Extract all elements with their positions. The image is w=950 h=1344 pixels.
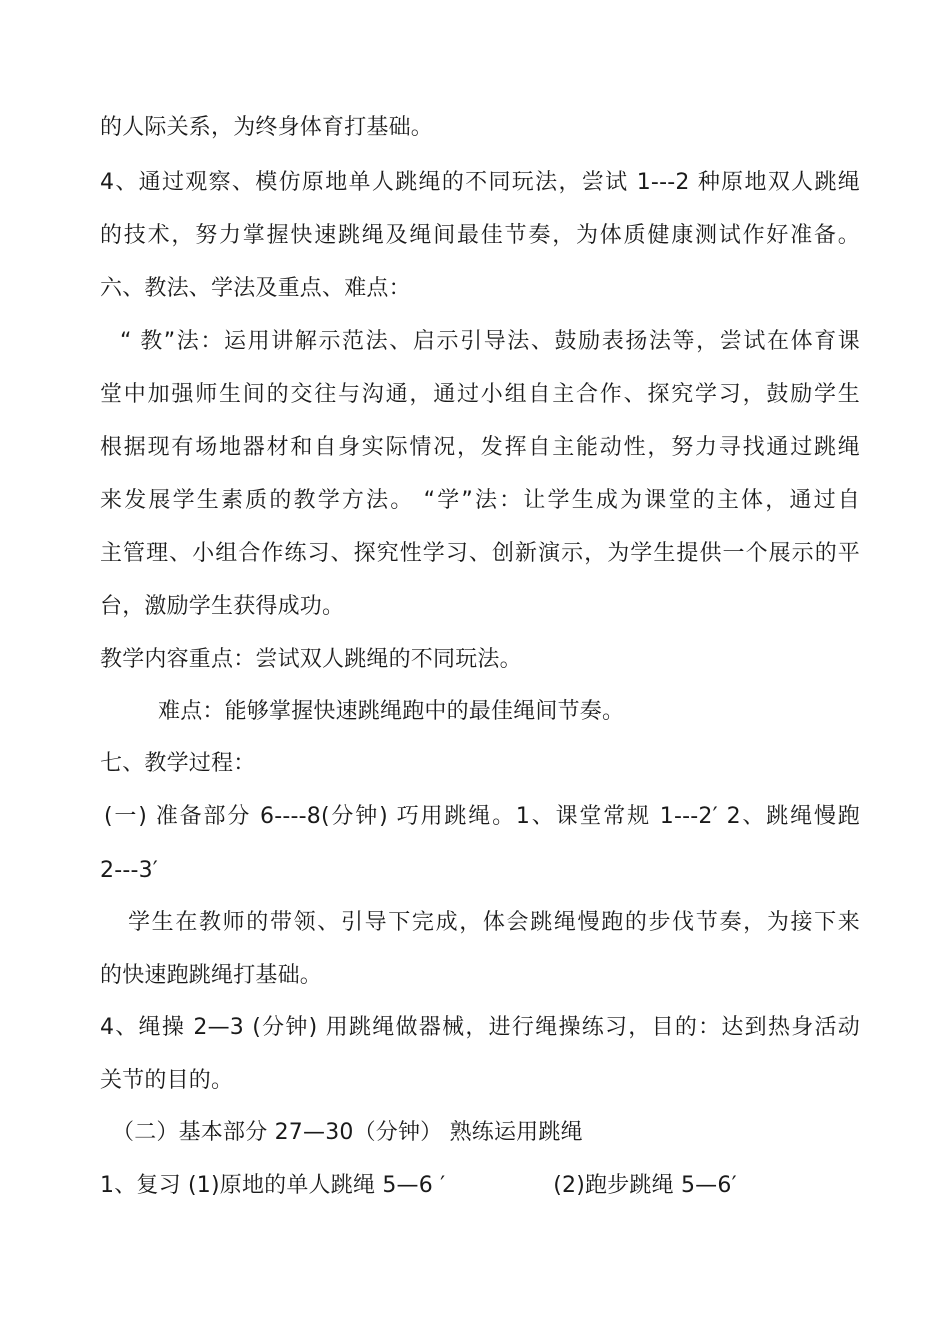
paragraph-line: 根据现有场地器材和自身实际情况，发挥自主能动性，努力寻找通过跳绳 bbox=[100, 435, 860, 460]
section-heading: （二）基本部分 27—30（分钟） 熟练运用跳绳 bbox=[112, 1120, 583, 1145]
paragraph-line: 4、绳操 2—3 (分钟) 用跳绳做器械，进行绳操练习，目的：达到热身活动 bbox=[100, 1015, 860, 1040]
paragraph-line: “ 教”法：运用讲解示范法、启示引导法、鼓励表扬法等，尝试在体育课 bbox=[120, 329, 860, 354]
paragraph-line: 难点：能够掌握快速跳绳跑中的最佳绳间节奏。 bbox=[158, 699, 625, 724]
paragraph-line: 学生在教师的带领、引导下完成，体会跳绳慢跑的步伐节奏，为接下来 bbox=[128, 910, 860, 935]
paragraph-line: 主管理、小组合作练习、探究性学习、创新演示，为学生提供一个展示的平 bbox=[100, 541, 860, 566]
paragraph-line: 台，激励学生获得成功。 bbox=[100, 594, 345, 619]
paragraph-line: 1、复习 (1)原地的单人跳绳 5—6 ′ (2)跑步跳绳 5—6′ bbox=[100, 1173, 737, 1198]
section-heading: 七、教学过程： bbox=[100, 751, 256, 776]
paragraph-line: (一) 准备部分 6----8(分钟) 巧用跳绳。1、课堂常规 1---2′ 2、跳绳慢跑 bbox=[104, 804, 860, 829]
paragraph-line: 关节的目的。 bbox=[100, 1068, 234, 1093]
paragraph-line: 教学内容重点：尝试双人跳绳的不同玩法。 bbox=[100, 647, 522, 672]
paragraph-line: 的快速跑跳绳打基础。 bbox=[100, 963, 323, 988]
paragraph-line: 2---3′ bbox=[100, 858, 159, 883]
paragraph-line: 来发展学生素质的教学方法。 “学”法：让学生成为课堂的主体，通过自 bbox=[100, 488, 860, 513]
paragraph-line: 的人际关系，为终身体育打基础。 bbox=[100, 115, 434, 140]
section-heading: 六、教法、学法及重点、难点： bbox=[100, 276, 411, 301]
paragraph-line: 堂中加强师生间的交往与沟通，通过小组自主合作、探究学习，鼓励学生 bbox=[100, 382, 860, 407]
paragraph-line: 4、通过观察、模仿原地单人跳绳的不同玩法，尝试 1---2 种原地双人跳绳 bbox=[100, 170, 860, 195]
paragraph-line: 的技术，努力掌握快速跳绳及绳间最佳节奏，为体质健康测试作好准备。 bbox=[100, 223, 860, 248]
